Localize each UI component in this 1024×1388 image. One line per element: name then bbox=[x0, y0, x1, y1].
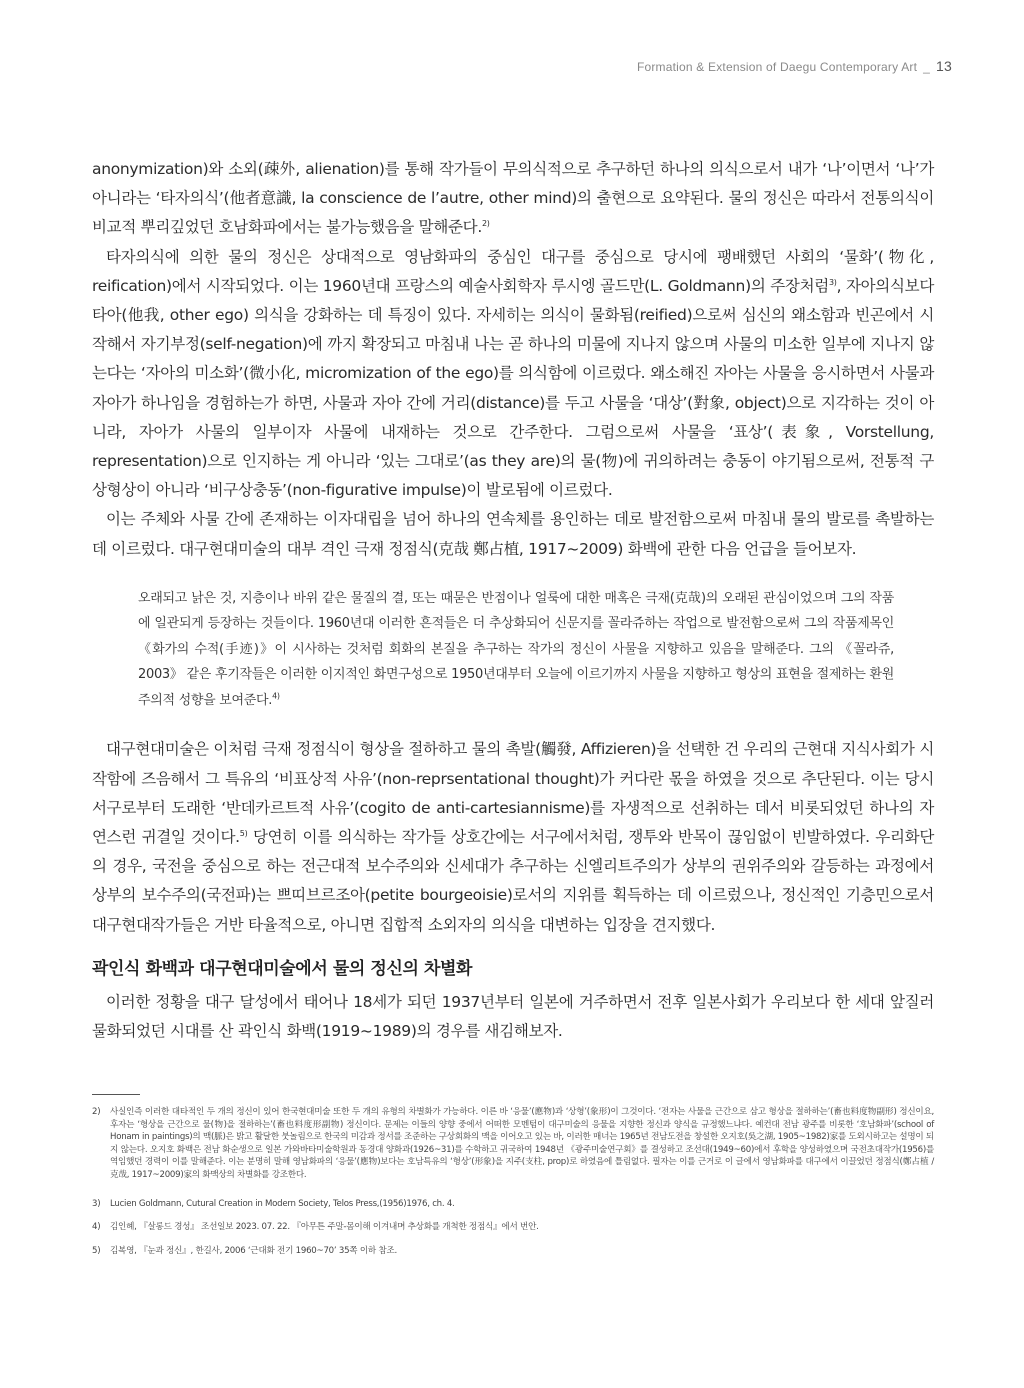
paragraph-1 bbox=[92, 155, 934, 243]
footnote-text: 김인혜, 『살롱드 경성』 조선일보 2023. 07. 22. 『아무튼 주말-몸이해 이겨내며 추상화를 개척한 정점식』에서 번안. bbox=[110, 1222, 539, 1233]
paragraph-1-text: anonymization)와 소외(疎外, alienation)를 통해 작가들이 무의식적으로 추구하던 하나의 의식으로서 내가 ‘나’이면서 ‘나’가 아니라는 ‘타자의식’(他者意識, la conscience de l’autre, other mind)의 출현으로 요약된다. 물의 정신은 따라서 전통의식이 비교적 뿌리깊었던 호남화파에서는 불가능했음을 말해준다. bbox=[92, 160, 934, 237]
footnote-ref-5[interactable]: 5) bbox=[239, 828, 248, 838]
footnote-number: 5) bbox=[92, 1245, 101, 1256]
paragraph-3: 이는 주체와 사물 간에 존재하는 이자대립을 넘어 하나의 연속체를 용인하는 데로 발전함으로써 마침내 물의 발로를 촉발하는 데 이르렀다. 대구현대미술의 대부 격인 극재 정점식(克哉 鄭占植, 1917~2009) 화백에 관한 다음 언급을 들어보자. bbox=[92, 510, 934, 558]
footnote-text: Lucien Goldmann, Cutural Creation in Modern Society, Telos Press,(1956)1976, ch. 4. bbox=[110, 1198, 455, 1209]
footnote-text: 김복영, 『눈과 정신』, 한길사, 2006 ‘근대화 전기 1960~70’ 35쪽 이하 참조. bbox=[110, 1245, 397, 1256]
running-title: Formation & Extension of Daegu Contemporary Art bbox=[636, 60, 918, 74]
paragraph-4 bbox=[92, 735, 934, 939]
paragraph-4-rest: 당연히 이를 의식하는 작가들 상호간에는 서구에서처럼, 쟁투와 반목이 끊임없이 빈발하였다. 우리화단의 경우, 국전을 중심으로 하는 전근대적 보수주의와 신세대가 추구하는 신엘리트주의가 상부의 권위주의와 갈등하는 과정에서 상부의 보수주의(국전파)는 쁘띠브르조아(petite bourgeoisie)로서의 지위를 획득하는 데 이르렀으나, 정신적인 기층민으로서 대구현대작가들은 거반 타율적으로, 아니면 집합적 소외자의 의식을 대변하는 입장을 견지했다. bbox=[92, 827, 934, 934]
page-number: 13 bbox=[936, 58, 952, 74]
footnote-text: 사실인즉 이러한 대타적인 두 개의 정신이 있어 한국현대미술 또한 두 개의 유형의 차별화가 가능하다. 이른 바 ‘응물’(應物)과 ‘상형’(象形)이 그것이다. ‘전자는 사물을 근간으로 삼고 형상을 절하하는’(畜也料度物副形) 정신이요, 후자는 ‘형상을 근간으로 물(物)을 절하하는’(畜也料度形副物) 정신이다. 문제는 이들의 양향 중에서 어떠한 모멘텀이 대구미술의 응물을 지향한 정신과 양식을 규정했느냐다. 예컨대 전남 광주를 비롯한 ‘호남화파’(school of Honam in paintings)의 맥(脈)은 밝고 활달한 붓놀림으로 한국의 미감과 정서를 조준하는 구상회화의 맥을 이어오고 있는 바, 이러한 매너는 1965년 전남도전을 창설한 오지호(吳之湖, 1905~1982)家를 도외시하고는 설명이 되지 않는다. 오지호 화백은 전남 화순생으로 일본 가와바타미술학원과 동경대 양화과(1926~31)를 수학하고 귀국하여 1948년 《광주미술연구회》를 결성하고 조선대(1949~60)에서 후학을 양성하였으며 국전초대작가(1956)를 역임했던 경력이 이를 말해준다. 이는 분명히 말해 영남화파의 ‘응물’(應物)보다는 호남특유의 ‘형상’(形象)을 지주(支柱, prop)로 하였음에 틀림없다. 필자는 이를 근거로 이 글에서 영남화파를 대구에서 이끌었던 정점식(鄭占植 / 克哉, 1917~2009)家의 화맥상의 차별화를 강조한다. bbox=[110, 1107, 934, 1180]
footnote-number: 4) bbox=[92, 1222, 101, 1233]
header-separator: _ bbox=[923, 60, 931, 74]
main-text bbox=[92, 155, 934, 1046]
footnote-divider bbox=[92, 1094, 140, 1095]
section-heading: 곽인식 화백과 대구현대미술에서 물의 정신의 차별화 bbox=[92, 958, 473, 979]
footnote-ref-2[interactable]: 2) bbox=[481, 219, 490, 229]
paragraph-2-rest: , 자아의식보다 타아(他我, other ego) 의식을 강화하는 데 특징이 있다. 자세히는 의식이 물화됨(reified)으로써 심신의 왜소함과 빈곤에서 시작해서 자기부정(self-negation)에 까지 확장되고 마침내 나는 곧 하나의 미물에 지나지 않으며 사물의 미소한 일부에 지나지 않는다는 ‘자아의 미소화’(微小化, micromization of the ego)를 의식함에 이르렀다. 왜소해진 자아는 사물을 응시하면서 사물과 자아가 하나임을 경험하는가 하면, 사물과 자아 간에 거리(distance)를 두고 사물을 ‘대상’(對象, object)으로 지각하는 것이 아니라, 자아가 사물의 일부이자 사물에 내재하는 것으로 간주한다. 그럼으로써 사물을 ‘표상’(表象, Vorstellung, representation)으로 인지하는 게 아니라 ‘있는 그대로’(as they are)의 물(物)에 귀의하려는 충동이 야기됨으로써, 전통적 구상형상이 아니라 ‘비구상충동’(non-figurative impulse)이 발로됨에 이르렀다. bbox=[92, 276, 935, 500]
footnote-4 bbox=[92, 1221, 934, 1234]
footnote-ref-3[interactable]: 3) bbox=[828, 277, 837, 287]
running-header bbox=[637, 58, 952, 74]
footnote-5 bbox=[92, 1245, 934, 1258]
footnotes bbox=[92, 1106, 934, 1268]
footnote-number: 3) bbox=[92, 1198, 101, 1209]
paragraph-4-text: 대구현대미술은 이처럼 극재 정점식이 형상을 절하하고 물의 촉발(觸發, Affizieren)을 선택한 건 우리의 근현대 지식사회가 시작함에 즈음해서 그 특유의 ‘비표상적 사유’(non-reprsentational thought)가 커다란 몫을 하였을 것으로 추단된다. 이는 당시 서구로부터 도래한 ‘반데카르트적 사유’(cogito de anti-cartesiannisme)를 자생적으로 선취하는 데서 비롯되었던 하나의 자연스런 귀결일 것이다. bbox=[92, 740, 934, 846]
footnote-number: 2) bbox=[92, 1107, 101, 1117]
block-quote bbox=[138, 586, 894, 714]
footnote-2 bbox=[92, 1106, 934, 1182]
paragraph-2 bbox=[92, 243, 934, 506]
footnote-3 bbox=[92, 1198, 934, 1211]
paragraph-2-text: 타자의식에 의한 물의 정신은 상대적으로 영남화파의 중심인 대구를 중심으로 당시에 팽배했던 사회의 ‘물화’(物化, reification)에서 시작되었다. 이는 1960년대 프랑스의 예술사회학자 루시엥 골드만(L. Goldmann)의 주장처럼 bbox=[92, 247, 934, 295]
footnote-ref-4[interactable]: 4) bbox=[272, 691, 280, 701]
paragraph-5: 이러한 정황을 대구 달성에서 태어나 18세가 되던 1937년부터 일본에 거주하면서 전후 일본사회가 우리보다 한 세대 앞질러 물화되었던 시대를 산 곽인식 화백(1919~1989)의 경우를 새김해보자. bbox=[92, 992, 934, 1040]
quote-text: 오래되고 낡은 것, 지층이나 바위 같은 물질의 결, 또는 때묻은 반점이나 얼룩에 대한 매혹은 극재(克哉)의 오래된 관심이었으며 그의 작품에 일관되게 등장하는 것들이다. 1960년대 이러한 흔적들은 더 추상화되어 신문지를 꼴라쥬하는 작업으로 발전함으로써 그의 작품제목인 《화가의 수적(手迹)》이 시사하는 것처럼 회화의 본질을 추구하는 작가의 정신이 사물을 지향하고 있음을 말해준다. 그의 《꼴라쥬, 2003》 같은 후기작들은 이러한 이지적인 화면구성으로 1950년대부터 오늘에 이르기까지 사물을 지향하고 형상의 표현을 절제하는 환원주의적 성향을 보여준다. bbox=[138, 590, 894, 708]
